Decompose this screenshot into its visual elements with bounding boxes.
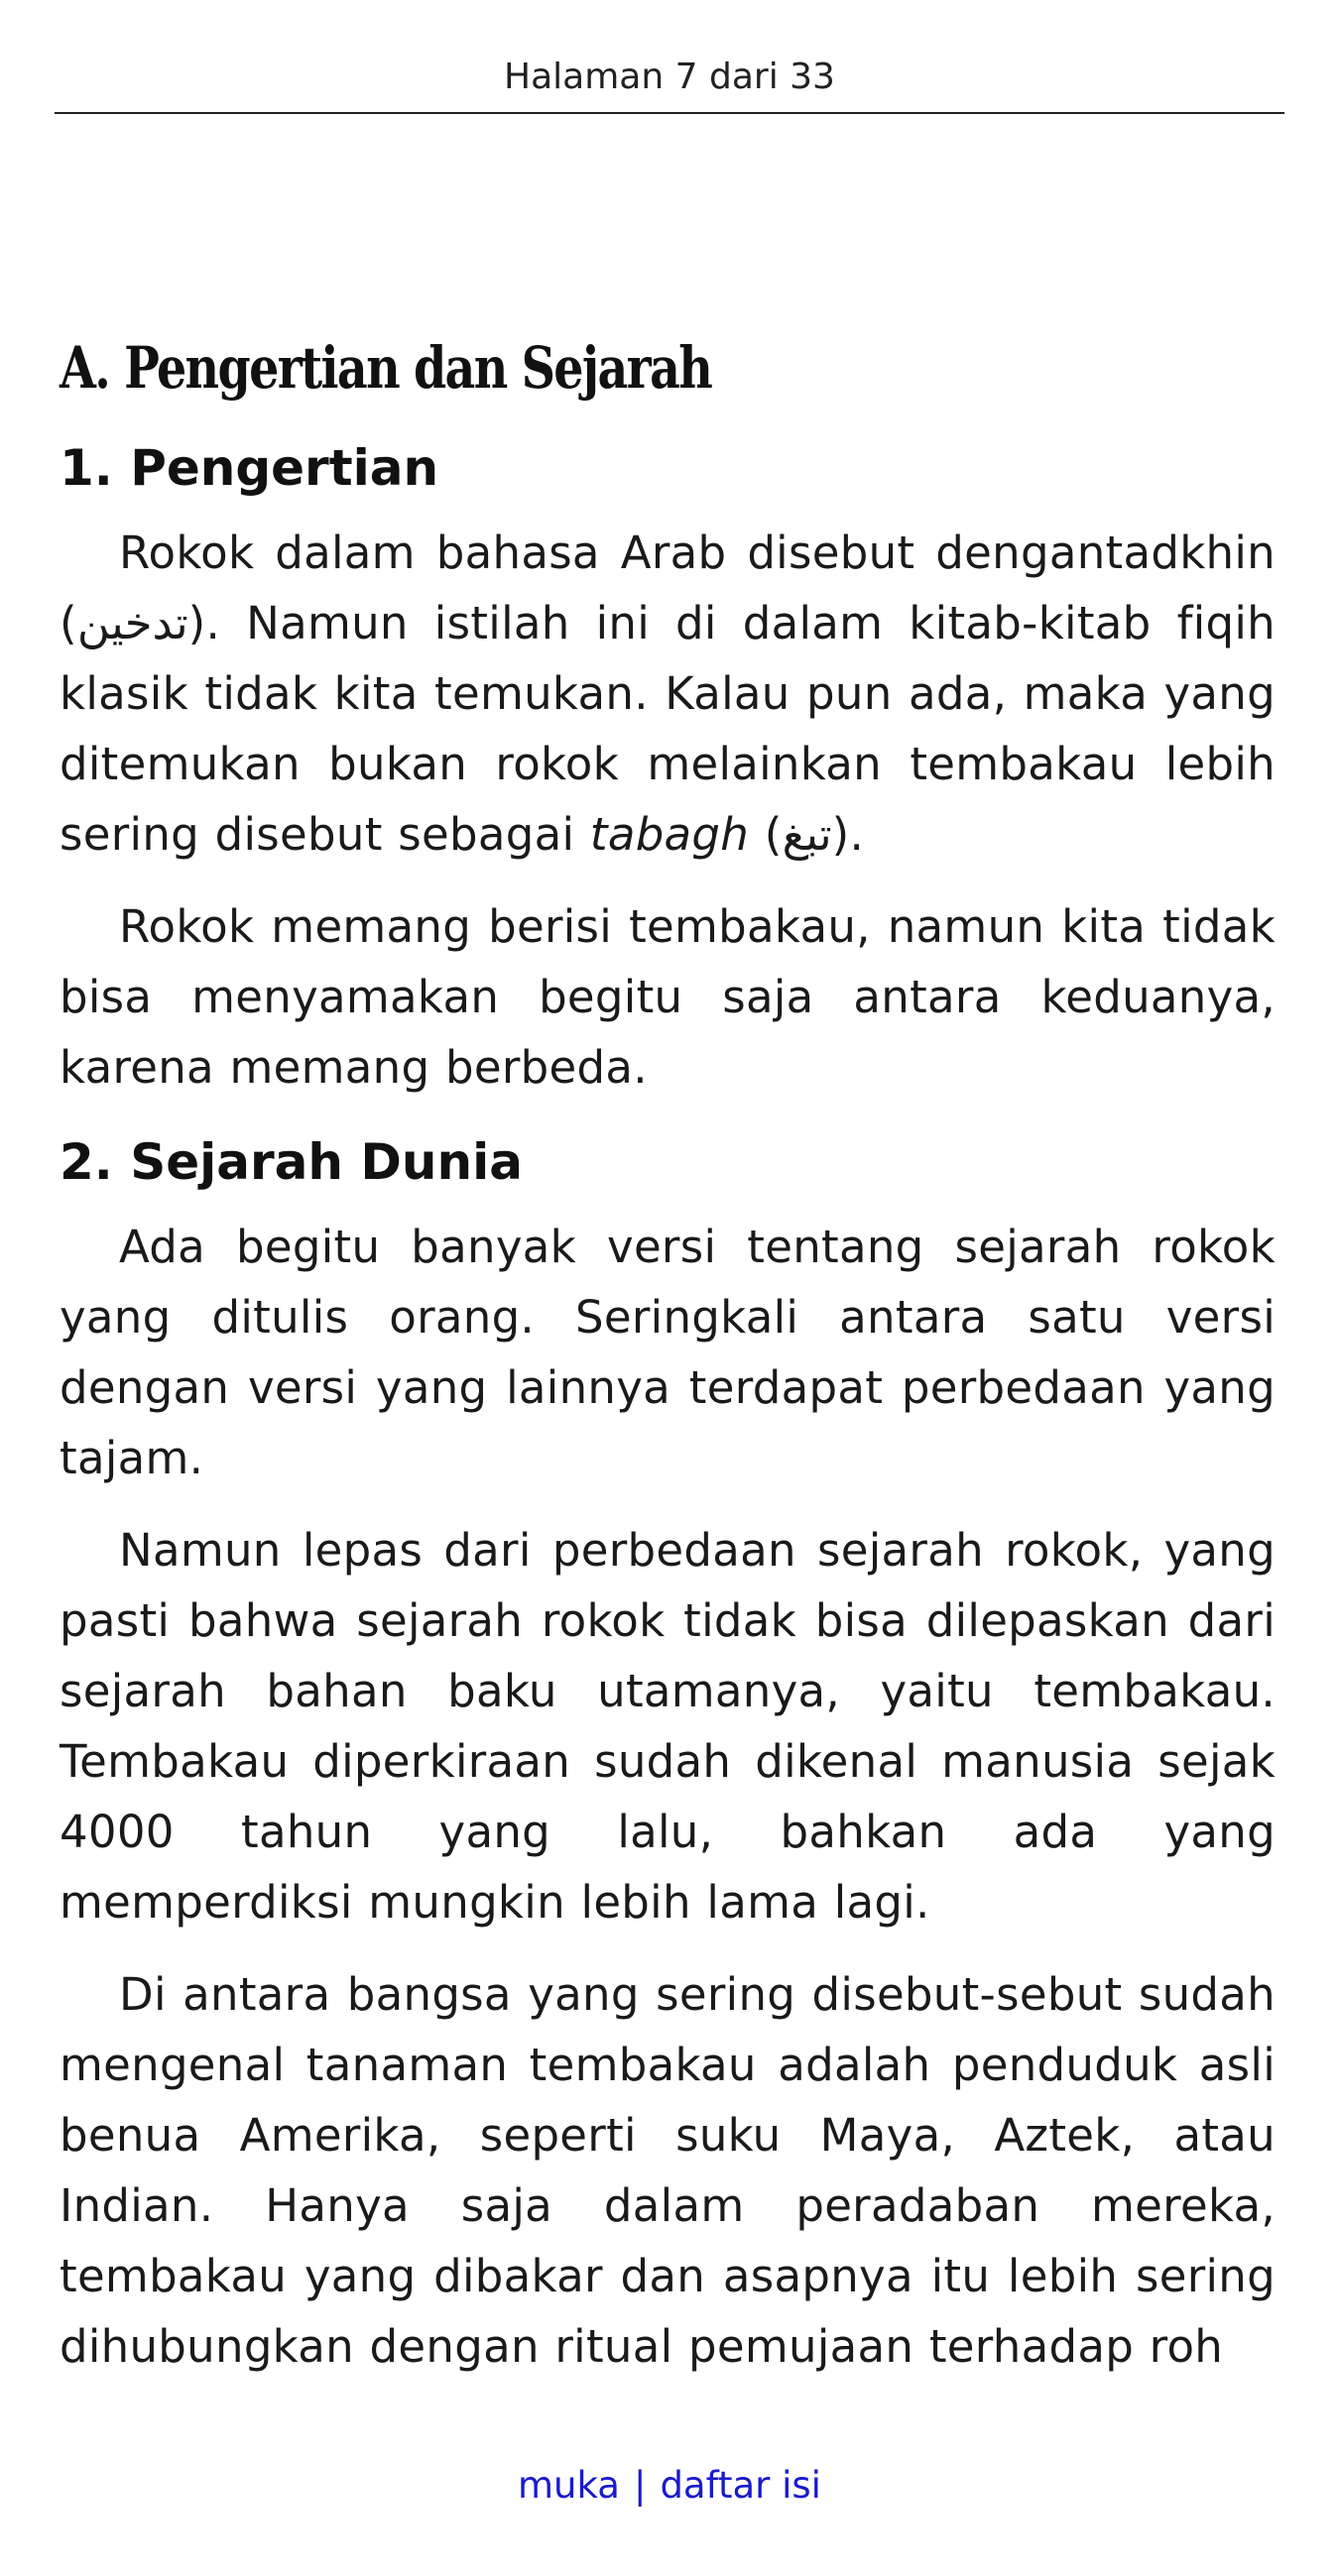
subsection-title-pengertian: 1. Pengertian (60, 439, 439, 497)
paragraph-difference: Rokok memang berisi tembakau, namun kita tidak bisa menyamakan begitu saja antara keduanya, karena memang berbeda. (60, 900, 1276, 1094)
paragraph-versions: Ada begitu banyak versi tentang sejarah rokok yang ditulis orang. Seringkali antara satu versi dengan versi yang lainnya terdapat perbedaan yang tajam. (60, 1221, 1276, 1484)
paragraph-definition-text: Rokok dalam bahasa Arab disebut dengantadkhin (تدخين). Namun istilah ini di dalam kitab-kitab fiqih klasik tidak kita temukan. Kalau pun ada, maka yang ditemukan bukan rokok melainkan tembakau lebih sering disebut sebagai (60, 527, 1276, 861)
section-title: A. Pengertian dan Sejarah (60, 334, 712, 402)
term-tabagh: tabagh (589, 808, 750, 861)
page-header (55, 56, 1284, 99)
paragraph-tobacco-history: Namun lepas dari perbedaan sejarah rokok, yang pasti bahwa sejarah rokok tidak bisa dilepaskan dari sejarah bahan baku utamanya, yaitu tembakau. Tembakau diperkiraan sudah dikenal manusia sejak 4000 tahun yang lalu, bahkan ada yang memperdiksi mungkin lebih lama lagi. (60, 1524, 1276, 1929)
paragraph-definition-end: (تبغ). (749, 808, 865, 861)
document-body (60, 327, 1276, 2403)
paragraph-definition (60, 518, 1276, 870)
page-number-label: Halaman 7 dari 33 (504, 57, 835, 97)
home-link[interactable]: muka (518, 2464, 620, 2507)
table-of-contents-link[interactable]: daftar isi (660, 2464, 821, 2507)
footer-separator: | (633, 2464, 647, 2507)
header-divider (55, 112, 1284, 114)
paragraph-americas: Di antara bangsa yang sering disebut-sebut sudah mengenal tanaman tembakau adalah penduduk asli benua Amerika, seperti suku Maya, Aztek, atau Indian. Hanya saja dalam peradaban mereka, tembakau yang dibakar dan asapnya itu lebih sering dihubungkan dengan ritual pemujaan terhadap roh (60, 1968, 1276, 2373)
subsection-title-sejarah: 2. Sejarah Dunia (60, 1133, 523, 1191)
page-footer-nav (0, 2463, 1339, 2509)
